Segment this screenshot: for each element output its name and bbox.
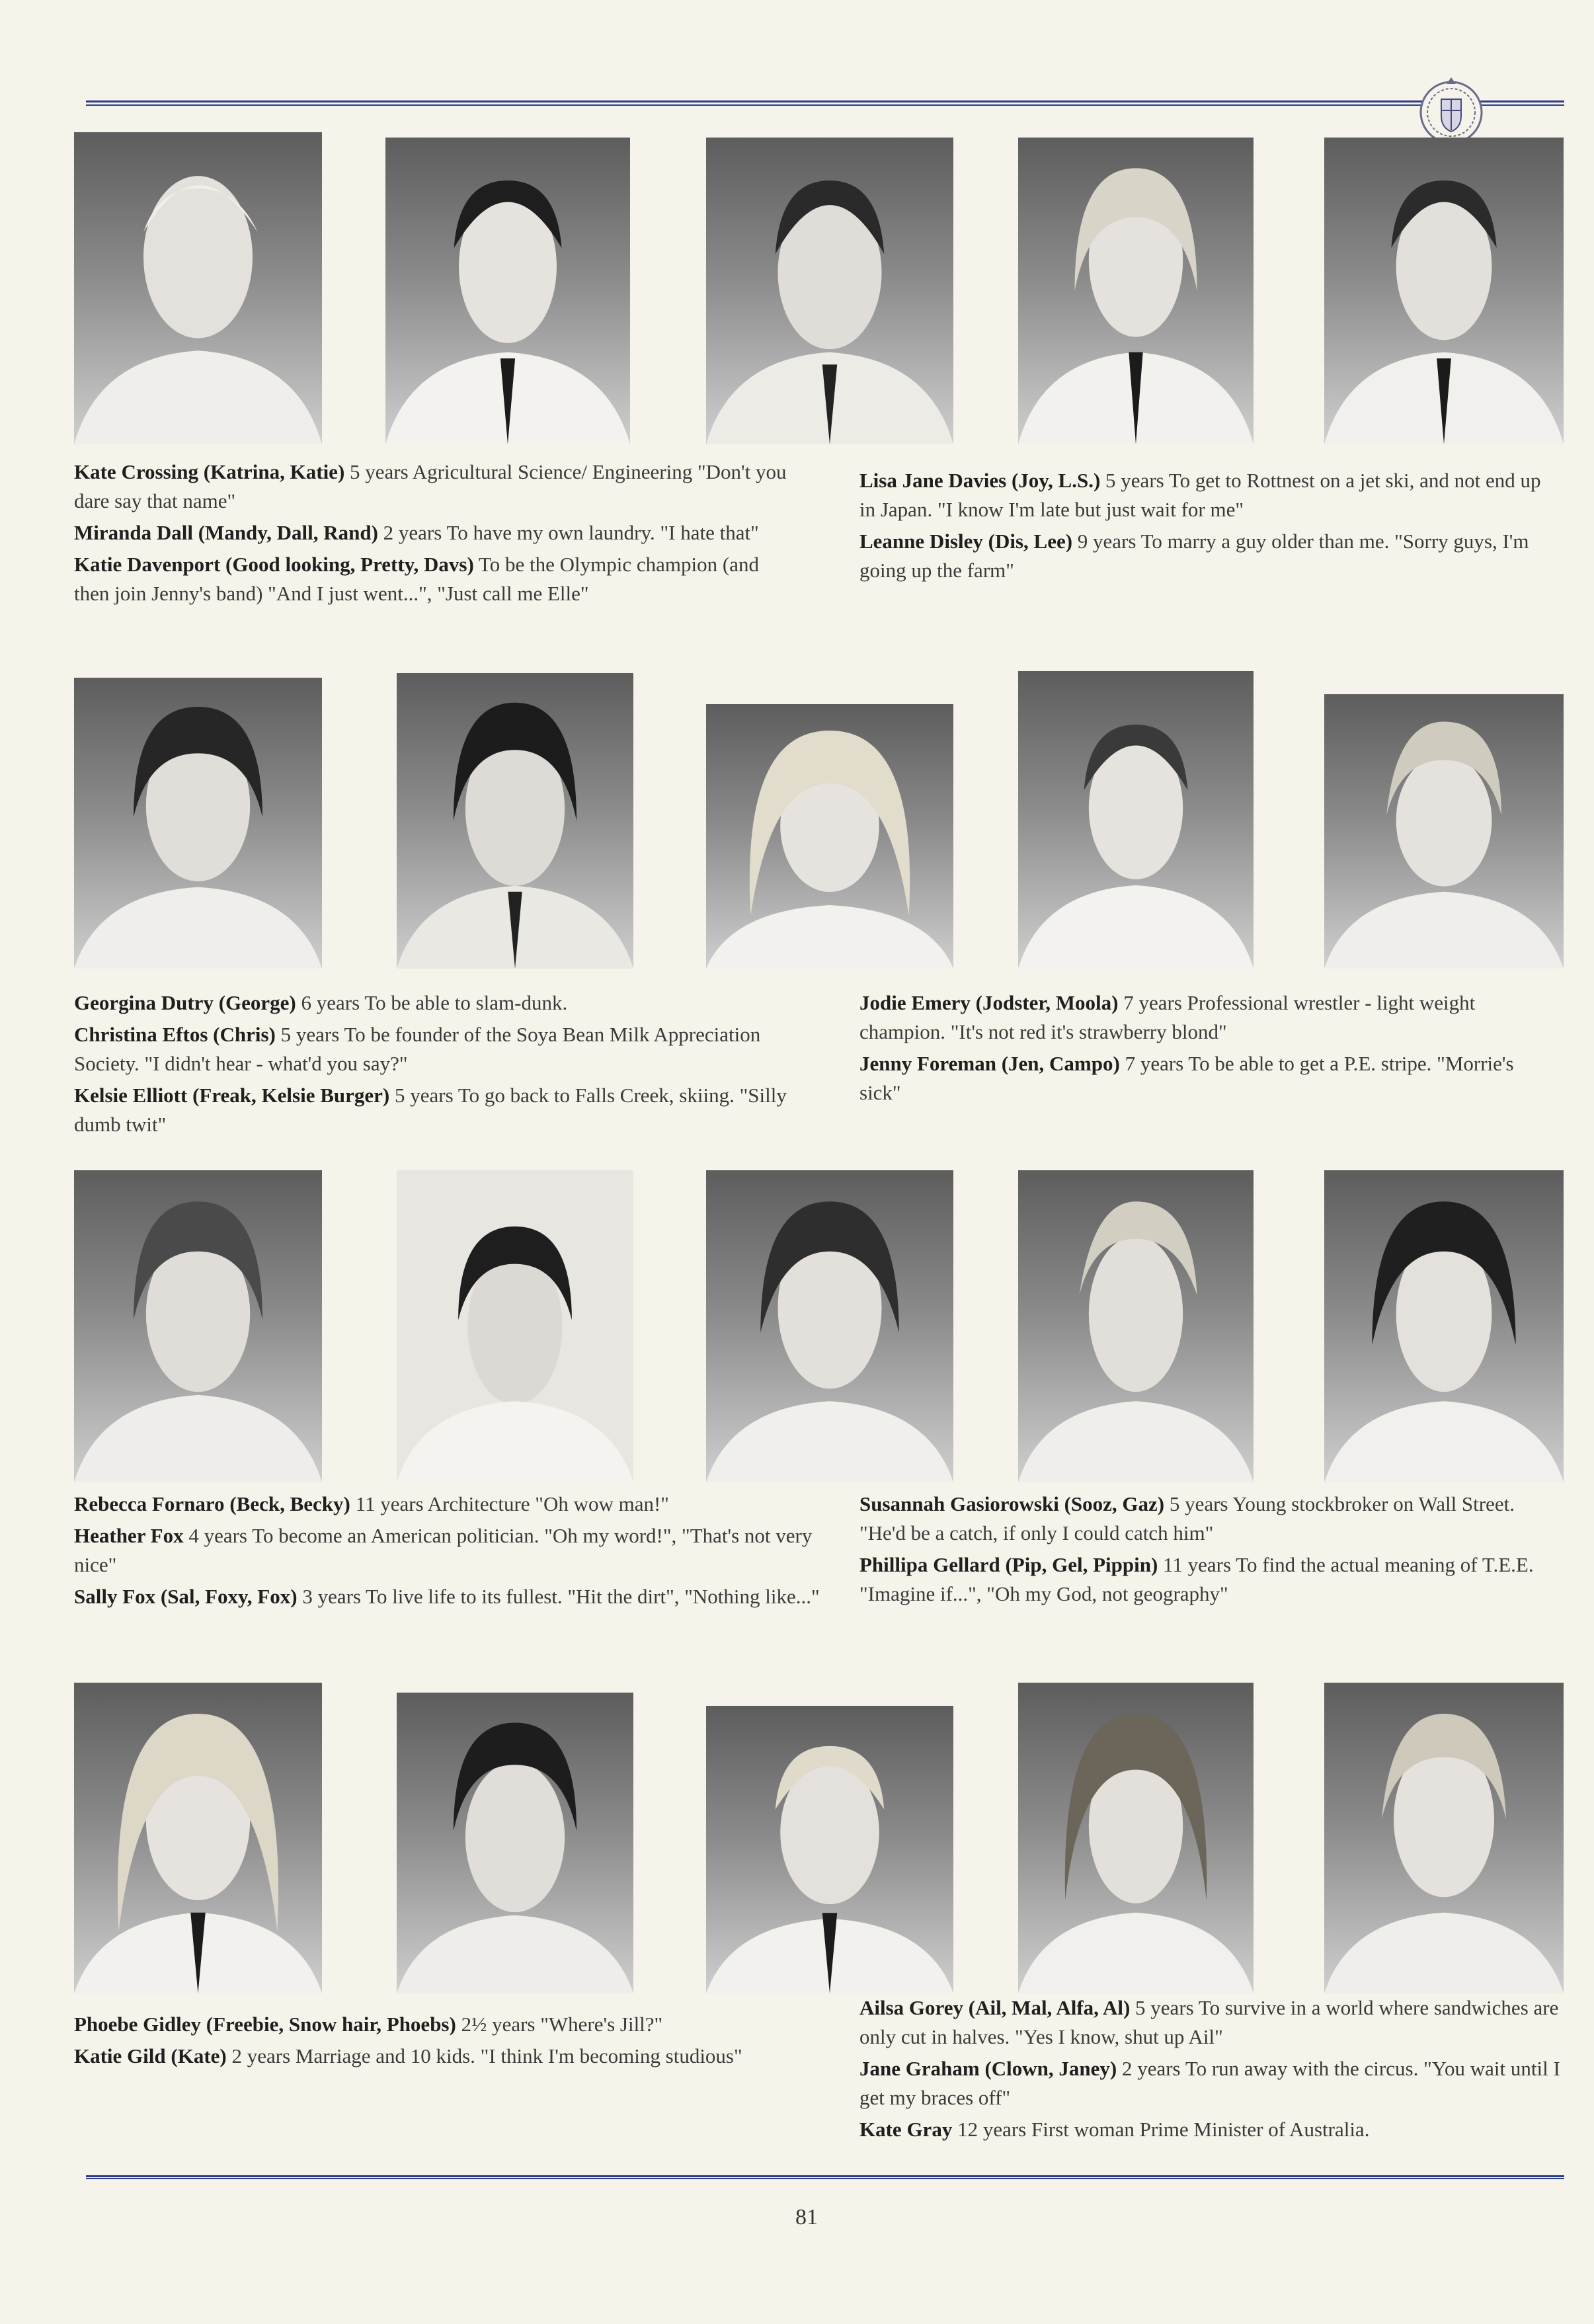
student-nickname: (Dis, Lee) bbox=[988, 530, 1073, 553]
student-photo bbox=[706, 1706, 953, 1993]
caption-entry bbox=[859, 2054, 1560, 2112]
student-photo bbox=[74, 678, 322, 969]
student-nickname: (Chris) bbox=[213, 1023, 276, 1046]
top-rule bbox=[86, 100, 1564, 106]
student-photo bbox=[1018, 1170, 1254, 1482]
student-photo bbox=[1324, 1683, 1564, 1993]
caption-entry bbox=[859, 527, 1554, 585]
caption-entry bbox=[74, 988, 788, 1018]
student-details: 5 years Young stockbroker on Wall Street. "He'd be a catch, if only I could catch him" bbox=[859, 1492, 1515, 1544]
student-nickname: (Jodster, Moola) bbox=[975, 991, 1119, 1014]
student-nickname: (Freebie, Snow hair, Phoebs) bbox=[206, 2013, 456, 2036]
student-name: Kelsie Elliott bbox=[74, 1084, 188, 1107]
student-nickname: (Sooz, Gaz) bbox=[1064, 1492, 1165, 1515]
student-details: To be the Olympic champion (and then join Jenny's band) "And I just went...", "Just call me Elle" bbox=[74, 553, 759, 605]
student-photo bbox=[1018, 138, 1254, 444]
student-photo bbox=[74, 1170, 322, 1482]
student-name: Rebecca Fornaro bbox=[74, 1492, 225, 1515]
caption-left-row1 bbox=[74, 458, 788, 611]
student-details: 2 years Marriage and 10 kids. "I think I'm becoming studious" bbox=[231, 2044, 742, 2067]
student-name: Kate Gray bbox=[859, 2118, 953, 2141]
caption-entry bbox=[859, 1993, 1560, 2052]
student-details: 12 years First woman Prime Minister of Australia. bbox=[957, 2118, 1370, 2141]
student-details: 5 years Agricultural Science/ Engineering "Don't you dare say that name" bbox=[74, 460, 787, 512]
student-photo bbox=[74, 132, 322, 444]
student-nickname: (Katrina, Katie) bbox=[203, 460, 345, 483]
student-name: Katie Davenport bbox=[74, 553, 221, 576]
student-details: 6 years To be able to slam-dunk. bbox=[301, 991, 568, 1014]
student-photo bbox=[397, 1693, 633, 1993]
caption-right-row3 bbox=[859, 1490, 1560, 1611]
student-name: Miranda Dall bbox=[74, 521, 193, 544]
caption-right-row4 bbox=[859, 1993, 1560, 2147]
student-name: Jenny Foreman bbox=[859, 1052, 996, 1075]
caption-entry bbox=[74, 2042, 788, 2071]
student-name: Phoebe Gidley bbox=[74, 2013, 202, 2036]
student-details: 2 years To have my own laundry. "I hate that" bbox=[383, 521, 759, 544]
student-nickname: (Freak, Kelsie Burger) bbox=[192, 1084, 390, 1107]
caption-left-row2 bbox=[74, 988, 788, 1142]
student-nickname: (Pip, Gel, Pippin) bbox=[1005, 1553, 1158, 1576]
student-name: Georgina Dutry bbox=[74, 991, 214, 1014]
caption-entry bbox=[74, 518, 788, 547]
caption-entry bbox=[859, 466, 1554, 524]
student-nickname: (Mandy, Dall, Rand) bbox=[198, 521, 378, 544]
student-photo bbox=[385, 138, 630, 444]
caption-right-row1 bbox=[859, 466, 1554, 588]
caption-entry bbox=[74, 1081, 788, 1139]
student-photo bbox=[1324, 1170, 1564, 1482]
student-photo bbox=[706, 704, 953, 969]
student-name: Leanne Disley bbox=[859, 530, 983, 553]
page-number: 81 bbox=[795, 2205, 818, 2229]
student-name: Susannah Gasiorowski bbox=[859, 1492, 1059, 1515]
caption-entry bbox=[74, 1490, 828, 1519]
student-photo bbox=[1018, 671, 1254, 969]
student-nickname: (Kate) bbox=[171, 2044, 227, 2067]
caption-entry bbox=[859, 1049, 1554, 1107]
student-details: 2 years To run away with the circus. "You wait until I get my braces off" bbox=[859, 2057, 1560, 2109]
caption-entry bbox=[859, 1550, 1560, 1609]
student-details: 5 years To go back to Falls Creek, skiing. "Silly dumb twit" bbox=[74, 1084, 787, 1136]
student-name: Christina Eftos bbox=[74, 1023, 208, 1046]
caption-entry bbox=[74, 1582, 828, 1611]
student-details: 5 years To get to Rottnest on a jet ski, and not end up in Japan. "I know I'm late but just wait for me" bbox=[859, 469, 1541, 521]
student-nickname: (George) bbox=[218, 991, 296, 1014]
student-photo bbox=[397, 1170, 633, 1482]
student-photo bbox=[706, 138, 953, 444]
student-nickname: (Good looking, Pretty, Davs) bbox=[225, 553, 474, 576]
caption-left-row3 bbox=[74, 1490, 828, 1614]
bottom-rule bbox=[86, 2175, 1564, 2179]
student-photo bbox=[1324, 694, 1564, 969]
student-nickname: (Joy, L.S.) bbox=[1011, 469, 1101, 492]
caption-entry bbox=[74, 550, 788, 608]
caption-right-row2 bbox=[859, 988, 1554, 1110]
student-details: 5 years To survive in a world where sandwiches are only cut in halves. "Yes I know, shut up Ail" bbox=[859, 1996, 1559, 2048]
student-photo bbox=[1324, 138, 1564, 444]
caption-entry bbox=[74, 1521, 828, 1580]
student-details: 4 years To become an American politician. "Oh my word!", "That's not very nice" bbox=[74, 1524, 813, 1576]
student-name: Sally Fox bbox=[74, 1585, 156, 1608]
student-details: 2½ years "Where's Jill?" bbox=[461, 2013, 663, 2036]
student-nickname: (Jen, Campo) bbox=[1001, 1052, 1120, 1075]
student-details: 11 years To find the actual meaning of T.E.E. "Imagine if...", "Oh my God, not geography" bbox=[859, 1553, 1534, 1605]
caption-entry bbox=[74, 458, 788, 516]
student-name: Kate Crossing bbox=[74, 460, 199, 483]
student-name: Jodie Emery bbox=[859, 991, 971, 1014]
student-name: Jane Graham bbox=[859, 2057, 980, 2080]
student-name: Katie Gild bbox=[74, 2044, 166, 2067]
student-details: 5 years To be founder of the Soya Bean Milk Appreciation Society. "I didn't hear - what'd you say?" bbox=[74, 1023, 761, 1075]
caption-entry bbox=[74, 2010, 788, 2039]
student-details: 7 years Professional wrestler - light weight champion. "It's not red it's strawberry blond" bbox=[859, 991, 1476, 1043]
student-details: 3 years To live life to its fullest. "Hit the dirt", "Nothing like..." bbox=[302, 1585, 820, 1608]
student-details: 7 years To be able to get a P.E. stripe. "Morrie's sick" bbox=[859, 1052, 1514, 1104]
caption-entry bbox=[859, 2115, 1560, 2144]
student-nickname: (Beck, Becky) bbox=[229, 1492, 350, 1515]
student-photo bbox=[397, 673, 633, 969]
student-name: Phillipa Gellard bbox=[859, 1553, 1000, 1576]
caption-entry bbox=[74, 1020, 788, 1078]
student-nickname: (Ail, Mal, Alfa, Al) bbox=[968, 1996, 1131, 2019]
student-name: Ailsa Gorey bbox=[859, 1996, 963, 2019]
caption-left-row4 bbox=[74, 2010, 788, 2073]
student-photo bbox=[74, 1683, 322, 1993]
student-photo bbox=[706, 1170, 953, 1482]
student-photo bbox=[1018, 1683, 1254, 1993]
student-nickname: (Sal, Foxy, Fox) bbox=[160, 1585, 298, 1608]
student-details: 11 years Architecture "Oh wow man!" bbox=[355, 1492, 669, 1515]
caption-entry bbox=[859, 1490, 1560, 1548]
student-name: Heather Fox bbox=[74, 1524, 184, 1547]
caption-entry bbox=[859, 988, 1554, 1047]
student-name: Lisa Jane Davies bbox=[859, 469, 1007, 492]
student-details: 9 years To marry a guy older than me. "Sorry guys, I'm going up the farm" bbox=[859, 530, 1529, 582]
student-nickname: (Clown, Janey) bbox=[984, 2057, 1117, 2080]
